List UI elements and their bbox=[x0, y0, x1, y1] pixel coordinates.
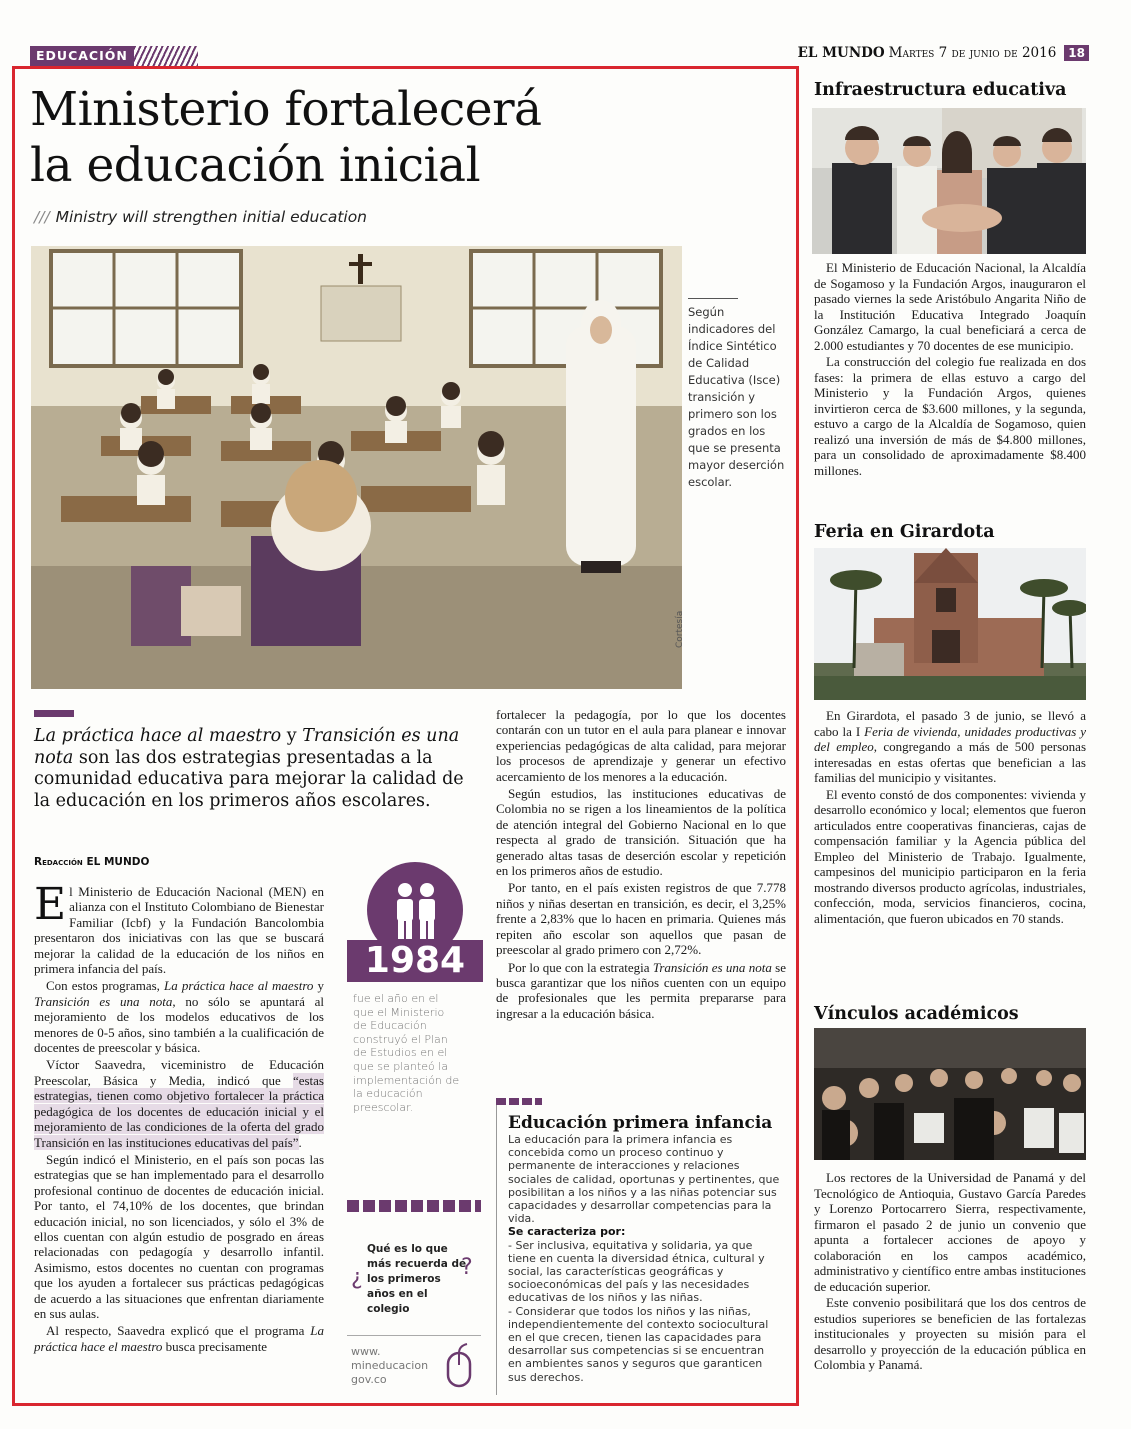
infobox-body bbox=[508, 1133, 780, 1384]
highlighted-quote: “estas estrategias, tienen como objetivo fortalecer la práctica pedagógica de los docentes de educación inicial y el mejoramiento de las condiciones de la oferta del grado Transición en las instituciones educativas del país” bbox=[34, 1072, 324, 1150]
lead-rest: son las dos estrategias presentadas a la comunidad educativa para mejorar la calidad de la educación en los primeros años escolares. bbox=[34, 747, 464, 811]
url-line: mineducacion bbox=[351, 1359, 429, 1372]
p-text: . bbox=[298, 1134, 302, 1150]
sidebar-title-feria: Feria en Girardota bbox=[814, 522, 995, 542]
headline-line1: Ministerio fortalecerá bbox=[30, 82, 542, 137]
infobox-title: Educación primera infancia bbox=[508, 1113, 773, 1133]
body-paragraph: Los rectores de la Universidad de Panamá y del Tecnológico de Antioquia, Gustavo García Paredes y Lorenzo Portocarrero Sierra, respectivamente, firmaron el pasado 2 de junio un convenio que apunta a fortalecer acciones de apoyo y colaboración en los campos académico, administrativo y científico entre ambas instituciones de educación superior. bbox=[814, 1170, 1086, 1294]
infobox-rule bbox=[496, 1105, 497, 1395]
body-paragraph: Según indicó el Ministerio, en el país son pocas las estrategias que se han implementado para el desarrollo profesional continuo de docentes de educación inicial. Por tanto, el 74,10% de los docentes, que brindan educación inicial, no son licenciados, y sólo el 3% de ellos cuentan con algún estudio de posgrado en áreas relacionadas con pedagogía y desarrollo infantil. Asimismo, estos docentes no cuentan con programas que los ayuden a fortalecer sus prácticas pedagógicas de acuerdo a las situaciones que enfrentan diariamente en sus aulas. bbox=[34, 1151, 324, 1321]
body-paragraph: Por tanto, en el país existen registros de que 7.778 niños y niñas desertan en transición, es decir, el 3,25% frente a 2,83% que lo hacen en primaria. Quienes más repiten año escolar son aquellos que pasan de preescolar al grado primero con 2,72%. bbox=[496, 880, 786, 958]
body-paragraph: El evento constó de dos componentes: vivienda y desarrollo económico y local; elementos que fueron articulados entre cooperativas financieras, cajas de compensación familiar y la Agencia pública del Empleo del Ministerio de Trabajo. Igualmente, campesinos del municipio participaron en la feria mostrando diversos producto agrícolas, industriales, confección, moda, servicios financieros, cocina, alimentación, que fueron ubicados en 70 stands. bbox=[814, 786, 1086, 926]
byline-prefix: Redacción bbox=[34, 856, 83, 868]
body-paragraph bbox=[496, 960, 786, 1022]
section-label: EDUCACIÓN bbox=[30, 46, 134, 66]
lead-and: y bbox=[281, 726, 303, 746]
sidebar-text-infraestructura bbox=[814, 260, 1086, 479]
p-italic: La práctica hace al maestro bbox=[164, 978, 314, 994]
dropcap: E bbox=[34, 879, 67, 930]
caption-rule bbox=[688, 298, 738, 299]
p-text: l Ministerio de Educación Nacional (MEN) en alianza con el Instituto Colombiano de Bienestar Familiar (Icbf) y la Fundación Bancolombia presentaron dos iniciativas con las que se buscará mejorar la calidad de la educación de los niños en primera infancia del país. bbox=[34, 884, 324, 977]
masthead-date: Martes 7 de junio de 2016 bbox=[888, 45, 1057, 61]
question-open-mark: ¿ bbox=[351, 1265, 363, 1290]
body-paragraph: Según estudios, las instituciones educativas de Colombia no se rigen a los lineamientos de la política de atención integral del Gobierno Nacional en lo que respecta al grado de transición. Situación que ha generado altas tasas de deserción escolar y repetición en los primeros años de estudio. bbox=[496, 786, 786, 879]
question-close-mark: ? bbox=[461, 1255, 473, 1280]
body-paragraph: fortalecer la pedagogía, por lo que los docentes contarán con un tutor en el aula para planear e innovar experiencias pedagógicas de alta calidad, para mejorar los procesos de aprendizaje y generar un efectivo acercamiento de los menores a la educación. bbox=[496, 707, 786, 784]
mouse-icon bbox=[445, 1343, 473, 1389]
masthead-paper: EL MUNDO bbox=[797, 45, 885, 61]
byline-name: EL MUNDO bbox=[86, 856, 150, 868]
p-text: Por lo que con la estrategia bbox=[508, 959, 653, 975]
sidebar-text-vinculos bbox=[814, 1170, 1086, 1374]
p-text: Víctor Saavedra, viceministro de Educación Preescolar, Básica y Media, indicó que bbox=[34, 1057, 324, 1088]
info-box bbox=[496, 1098, 786, 1384]
section-stripes bbox=[134, 46, 198, 66]
p-italic: Transición es una nota bbox=[652, 959, 772, 975]
photo-caption: Según indicadores del Índice Sintético de Calidad Educativa (Isce) transición y primero son los grados en los que se presenta mayor deserción escolar. bbox=[688, 305, 785, 489]
church-photo bbox=[814, 548, 1086, 700]
classroom-photo bbox=[31, 246, 682, 689]
factbox bbox=[347, 862, 466, 1114]
p-text: busca precisamente bbox=[162, 1338, 268, 1354]
infobox-bar bbox=[496, 1098, 542, 1105]
lead-italic-2: Transición es una nota bbox=[34, 726, 460, 768]
sidebar-title-vinculos: Vínculos académicos bbox=[814, 1004, 1019, 1024]
body-paragraph: El Ministerio de Educación Nacional, la Alcaldía de Sogamoso y la Fundación Argos, inauguraron el pasado viernes la sede Aristóbulo Angarita Niño de la Institución Educativa Integrado Joaquín González Camargo, la cual beneficiará a cerca de 2.000 estudiantes y 70 docentes de ese municipio. bbox=[814, 260, 1086, 353]
url-line: gov.co bbox=[351, 1373, 387, 1386]
url-line: www. bbox=[351, 1345, 381, 1358]
subhead-text: Ministry will strengthen initial education bbox=[55, 208, 368, 226]
qbox-url[interactable] bbox=[351, 1345, 441, 1387]
qbox-rule bbox=[347, 1335, 481, 1336]
p-text: y bbox=[313, 978, 324, 994]
lead-italic-1: La práctica hace al maestro bbox=[34, 726, 282, 746]
p-text: Con estos programas, bbox=[46, 978, 165, 994]
sidebar-title-infraestructura: Infraestructura educativa bbox=[814, 80, 1067, 100]
qbox-bar bbox=[347, 1200, 481, 1212]
p-italic: La práctica hace el maestro bbox=[34, 1323, 324, 1354]
body-paragraph bbox=[34, 978, 324, 1055]
subhead bbox=[34, 208, 367, 226]
byline bbox=[34, 856, 149, 868]
p-text: se busca garantizar que los niños cuenten con un equipo de profesionales que les permita prepararse para ingresar a la educación básica. bbox=[496, 959, 786, 1021]
page-number: 18 bbox=[1064, 45, 1089, 61]
factbox-year: 1984 bbox=[347, 940, 483, 982]
body-column-1 bbox=[34, 879, 324, 1356]
qbox-question: Qué es lo que más recuerda de los primeros años en el colegio bbox=[367, 1243, 467, 1315]
body-paragraph bbox=[34, 879, 324, 977]
p-italic: Transición es una nota bbox=[34, 993, 173, 1009]
p-text: Al respecto, Saavedra explicó que el programa bbox=[46, 1323, 311, 1339]
body-paragraph bbox=[34, 1323, 324, 1354]
lead-bar bbox=[34, 710, 74, 717]
lead-paragraph bbox=[34, 726, 474, 812]
p-italic: Feria de vivienda, unidades productivas y del empleo bbox=[814, 723, 1086, 754]
infobox-intro: La educación para la primera infancia es concebida como un proceso continuo y permanente de interacciones y relaciones sociales de calidad, oportunas y pertinentes, que posibilitan a los niños y a las niñas potenciar sus capacidades y desarrollar competencias para la vida. bbox=[508, 1133, 780, 1226]
subhead-marks: /// bbox=[34, 208, 50, 226]
body-paragraph bbox=[814, 708, 1086, 786]
section-tab bbox=[30, 46, 198, 66]
infobox-item: - Considerar que todos los niños y las niñas, independientemente del contexto sociocultural en el que crecen, tienen las capacidades para desarrollar sus competencias si se encuentran en ambientes sanos y seguros que garanticen sus derechos. bbox=[508, 1304, 769, 1384]
body-column-2 bbox=[496, 707, 786, 1023]
infobox-subtitle: Se caracteriza por: bbox=[508, 1225, 626, 1239]
p-text: En Girardota, el pasado 3 de junio, se llevó a cabo la I bbox=[814, 708, 1086, 739]
auditorium-photo bbox=[814, 1028, 1086, 1160]
question-box bbox=[347, 1200, 481, 1395]
p-text: , congregando a más de 500 personas interesadas en estas ofertas que benefician a las familias del municipio y visitantes. bbox=[814, 739, 1087, 785]
sidebar-text-feria bbox=[814, 708, 1086, 927]
masthead bbox=[798, 45, 1089, 61]
headline bbox=[30, 82, 670, 194]
factbox-description: fue el año en el que el Ministerio de Educación construyó el Plan de Estudios en el que se planteó la implementación de la educación preescolar. bbox=[353, 992, 460, 1114]
body-paragraph bbox=[34, 1057, 324, 1149]
ceremony-photo bbox=[812, 108, 1086, 254]
photo-credit: Cortesía bbox=[675, 610, 685, 648]
headline-line2: la educación inicial bbox=[30, 138, 481, 193]
infobox-item: - Ser inclusiva, equitativa y solidaria, ya que tiene en cuenta la diversidad étnica, cultural y social, las características geográficas y socioeconómicas del país y las necesidades educativas de los niños y las niñas. bbox=[508, 1238, 765, 1305]
body-paragraph: Este convenio posibilitará que los dos centros de estudios superiores se beneficien de las fortalezas institucionales y proyecten su misión para el desarrollo y proyección de la educación pública en Colombia y Panamá. bbox=[814, 1295, 1086, 1372]
body-paragraph: La construcción del colegio fue realizada en dos fases: la primera de ellas estuvo a cargo del Ministerio y la Fundación Argos, quienes invirtieron cerca de $3.600 millones, y la segunda, estuvo a cargo de la Alcaldía de Sogamoso, quien realizó una inversión de más de $4.800 millones, para un consolidado de aproximadamente $8.400 millones. bbox=[814, 354, 1086, 478]
p-text: , no sólo se apuntará al mejoramiento de los modelos educativos de los menores de 0-5 años, sino también a la cualificación de docentes de preescolar y básica. bbox=[34, 993, 324, 1056]
